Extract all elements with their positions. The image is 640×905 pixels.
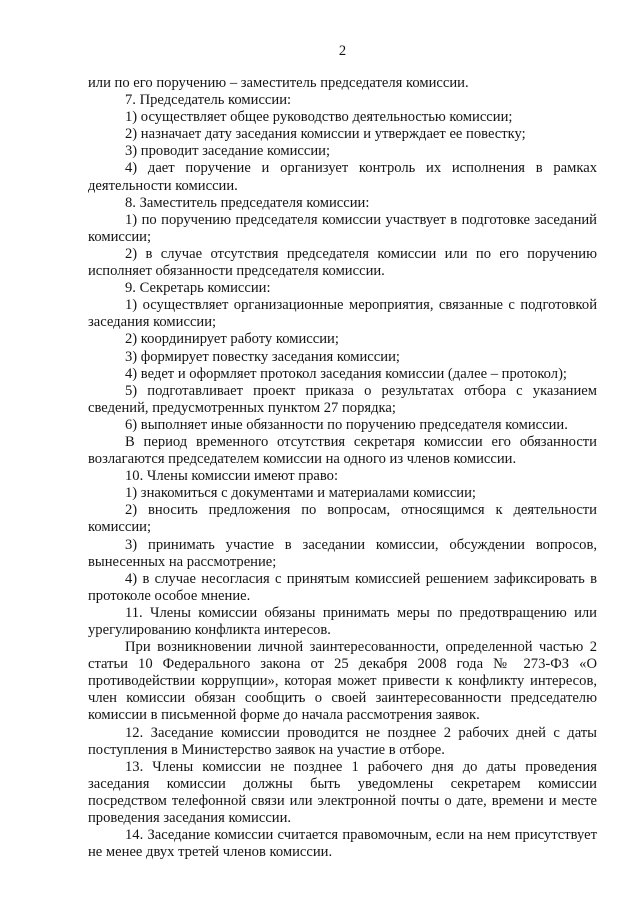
- paragraph: При возникновении личной заинтересованности, определенной частью 2 статьи 10 Федерального закона от 25 декабря 2008 года № 273-ФЗ «О противодействии коррупции», которая может привести к конфликту интересов, член комиссии обязан сообщить о своей заинтересованности председателю комиссии в письменной форме до начала рассмотрения заявок.: [88, 639, 597, 724]
- paragraph: 2) в случае отсутствия председателя комиссии или по его поручению исполняет обязанности председателя комиссии.: [88, 245, 597, 280]
- paragraph: 5) подготавливает проект приказа о результатах отбора с указанием сведений, предусмотренных пунктом 27 порядка;: [88, 382, 597, 416]
- paragraph: 4) в случае несогласия с принятым комиссией решением зафиксировать в протоколе особое мнение.: [88, 570, 597, 604]
- paragraph: или по его поручению – заместитель председателя комиссии.: [88, 75, 469, 91]
- paragraph: В период временного отсутствия секретаря комиссии его обязанности возлагаются председателем комиссии на одного из членов комиссии.: [88, 433, 597, 468]
- paragraph: 14. Заседание комиссии считается правомочным, если на нем присутствует не менее двух третей членов комиссии.: [88, 827, 597, 861]
- paragraph: 11. Члены комиссии обязаны принимать меры по предотвращению или урегулированию конфликта интересов.: [88, 604, 597, 638]
- paragraph: 9. Секретарь комиссии:: [125, 280, 271, 297]
- paragraph: 3) принимать участие в заседании комиссии, обсуждении вопросов, вынесенных на рассмотрение;: [88, 536, 597, 570]
- paragraph: 1) осуществляет организационные мероприятия, связанные с подготовкой заседания комиссии;: [88, 297, 597, 331]
- paragraph: 4) ведет и оформляет протокол заседания комиссии (далее – протокол);: [125, 365, 567, 382]
- paragraph: 2) назначает дату заседания комиссии и утверждает ее повестку;: [125, 126, 526, 143]
- paragraph: 6) выполняет иные обязанности по поручению председателя комиссии.: [125, 416, 568, 433]
- document-body: [88, 75, 597, 861]
- paragraph: 3) формирует повестку заседания комиссии;: [125, 348, 400, 365]
- paragraph: 1) знакомиться с документами и материалами комиссии;: [125, 485, 476, 502]
- paragraph: 2) координирует работу комиссии;: [125, 331, 339, 348]
- paragraph: 12. Заседание комиссии проводится не позднее 2 рабочих дней с даты поступления в Министерство заявок на участие в отборе.: [88, 724, 597, 758]
- paragraph: 1) по поручению председателя комиссии участвует в подготовке заседаний комиссии;: [88, 211, 597, 245]
- paragraph: 7. Председатель комиссии:: [125, 92, 292, 109]
- paragraph: 4) дает поручение и организует контроль их исполнения в рамках деятельности комиссии.: [88, 160, 597, 194]
- paragraph: 3) проводит заседание комиссии;: [125, 143, 331, 160]
- paragraph: 1) осуществляет общее руководство деятельностью комиссии;: [125, 109, 513, 126]
- paragraph: 10. Члены комиссии имеют право:: [125, 468, 339, 485]
- paragraph: 2) вносить предложения по вопросам, относящимся к деятельности комиссии;: [88, 502, 597, 536]
- page-number: 2: [338, 43, 347, 59]
- paragraph: 13. Члены комиссии не позднее 1 рабочего дня до даты проведения заседания комиссии должны быть уведомлены секретарем комиссии посредством телефонной связи или электронной почты о дате, времени и месте проведения заседания комиссии.: [88, 758, 597, 827]
- paragraph: 8. Заместитель председателя комиссии:: [125, 194, 370, 211]
